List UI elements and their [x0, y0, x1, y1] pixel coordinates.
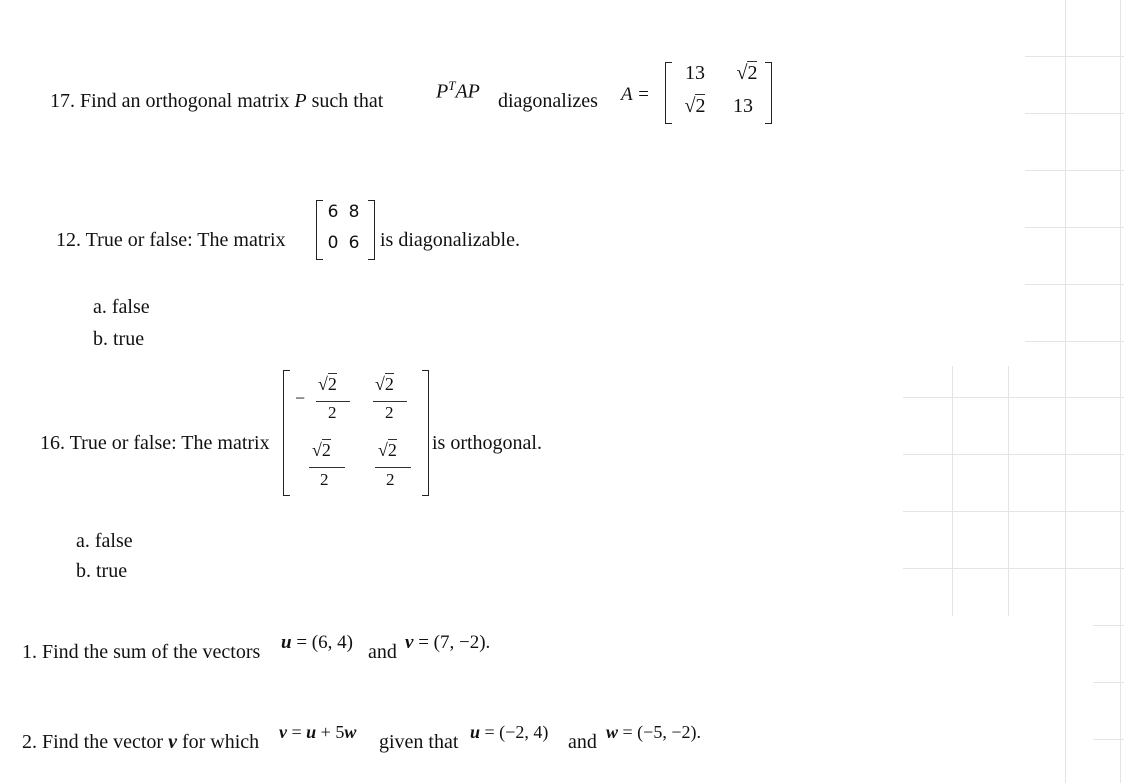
frac-num: √2 [375, 374, 394, 394]
question-12-suffix: is diagonalizable. [380, 229, 520, 251]
matrix-a-cell: 13 [733, 95, 753, 117]
option-b[interactable]: b. true [76, 560, 128, 582]
frac-den: 2 [386, 470, 395, 489]
question-12-text: 12. True or false: The matrix [56, 229, 286, 251]
frac-num: √2 [378, 440, 397, 460]
question-16-suffix: is orthogonal. [432, 432, 542, 454]
frac-num: √2 [318, 374, 337, 394]
matrix-12-cell: 6 [327, 202, 339, 222]
matrix-12-cell: 0 [327, 233, 339, 253]
matrix-a-cell: 13 [685, 62, 705, 84]
frac-den: 2 [320, 470, 329, 489]
vector-w: w = (−5, −2). [606, 722, 701, 742]
given-text: given that [379, 731, 459, 753]
matrix-12-cell: 8 [348, 202, 360, 222]
minus-sign: − [295, 388, 306, 408]
frac-den: 2 [328, 403, 337, 422]
question-2-text: 2. Find the vector v for which [22, 731, 260, 753]
question-17-text: 17. Find an orthogonal matrix P such that [50, 90, 384, 112]
diagonalizes-text: diagonalizes [498, 90, 598, 112]
option-a[interactable]: a. false [93, 296, 150, 318]
vector-u: u = (6, 4) [281, 632, 353, 653]
question-1-text: 1. Find the sum of the vectors [22, 641, 261, 663]
option-a[interactable]: a. false [76, 530, 133, 552]
option-b[interactable]: b. true [93, 328, 145, 350]
frac-num: √2 [312, 440, 331, 460]
matrix-a-cell-sqrt: √2 [684, 95, 706, 117]
vector-equation: v = u + 5w [279, 722, 357, 742]
matrix-12-cell: 6 [348, 233, 360, 253]
matrix-a-label: A = [621, 84, 650, 105]
vector-v: v = (7, −2). [405, 632, 491, 653]
and-text: and [368, 641, 397, 663]
matrix-a-cell-sqrt: √2 [736, 62, 758, 84]
frac-den: 2 [385, 403, 394, 422]
vector-u: u = (−2, 4) [470, 722, 549, 742]
ptap-expression: $P^TAP$ [436, 78, 480, 103]
and-text: and [568, 731, 597, 753]
question-16-text: 16. True or false: The matrix [40, 432, 270, 454]
